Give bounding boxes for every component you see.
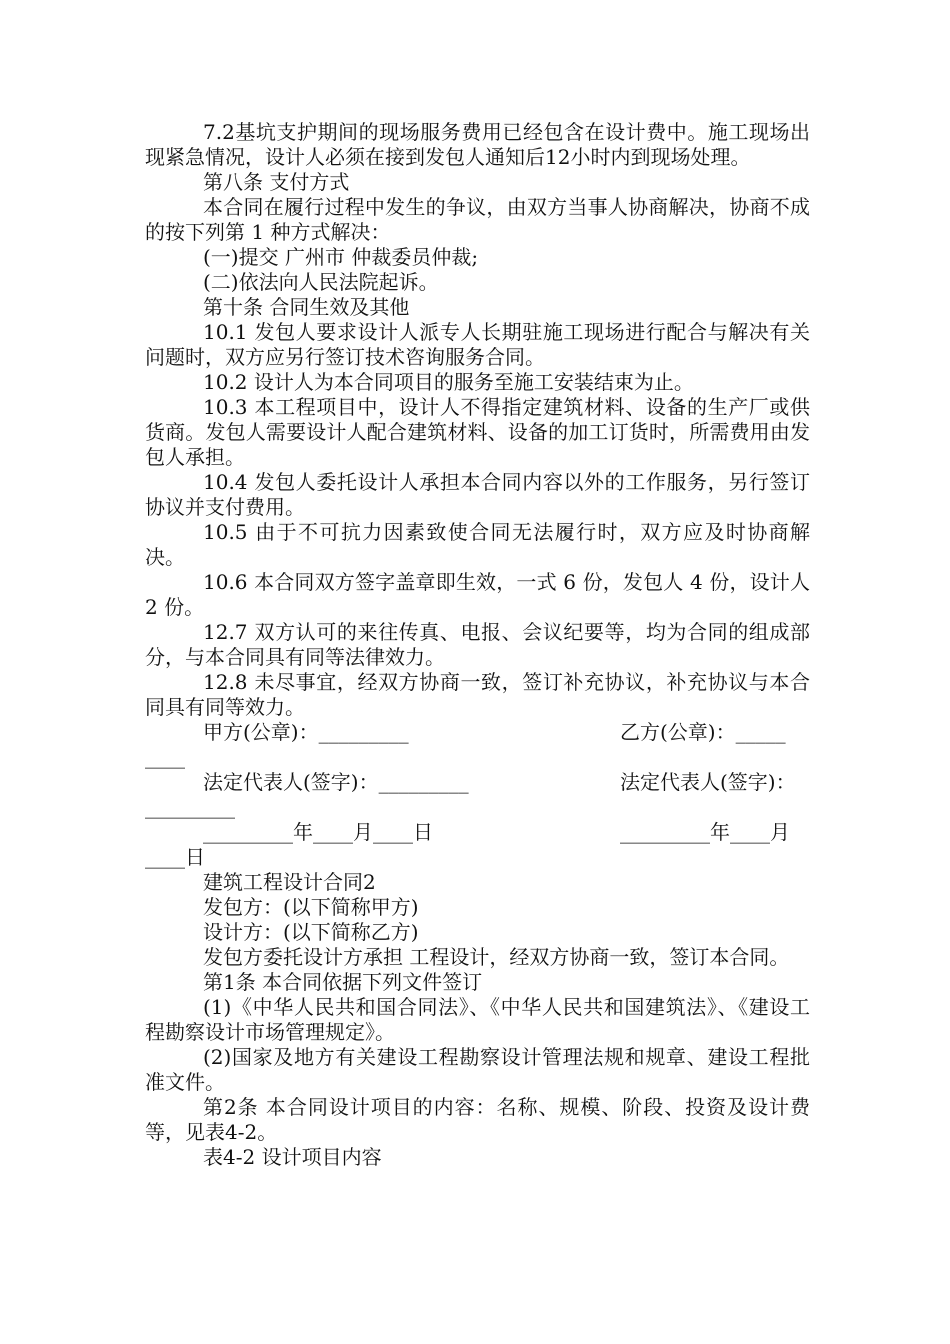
heading-article-10: 第十条 合同生效及其他 bbox=[203, 295, 410, 319]
signature-row-date bbox=[145, 820, 810, 870]
paragraph-dispute: 本合同在履行过程中发生的争议，由双方当事人协商解决，协商不成的按下列第 1 种方式解决： bbox=[145, 195, 810, 244]
signature-row-representative bbox=[145, 770, 810, 820]
paragraph-10-2: 10.2 设计人为本合同项目的服务至施工安装结束为止。 bbox=[203, 370, 694, 394]
party-b-representative-blank: _________ bbox=[145, 795, 235, 819]
paragraph-10-5: 10.5 由于不可抗力因素致使合同无法履行时，双方应及时协商解决。 bbox=[145, 520, 810, 569]
party-b-date: _________年____月 bbox=[620, 820, 790, 844]
paragraph-12-8: 12.8 未尽事宜，经双方协商一致，签订补充协议，补充协议与本合同具有同等效力。 bbox=[145, 670, 810, 719]
contract-text bbox=[145, 120, 817, 1170]
party-b-representative: 法定代表人(签字)： bbox=[620, 770, 796, 794]
contract-2-title: 建筑工程设计合同2 bbox=[203, 870, 376, 894]
heading-article-1: 第1条 本合同依据下列文件签订 bbox=[203, 970, 483, 994]
article-2-content: 第2条 本合同设计项目的内容：名称、规模、阶段、投资及设计费等，见表4-2。 bbox=[145, 1095, 810, 1144]
party-a-date: _________年____月____日 bbox=[203, 820, 433, 844]
paragraph-10-1: 10.1 发包人要求设计人派专人长期驻施工现场进行配合与解决有关问题时，双方应另行签订技术咨询服务合同。 bbox=[145, 320, 810, 369]
paragraph-option-2: (二)依法向人民法院起诉。 bbox=[203, 270, 439, 294]
party-a-representative: 法定代表人(签字)：_________ bbox=[203, 770, 469, 794]
party-a-seal: 甲方(公章)：_________ bbox=[203, 720, 409, 744]
designer-line: 设计方：(以下简称乙方) bbox=[203, 920, 419, 944]
party-b-date-day: ____日 bbox=[145, 845, 205, 869]
paragraph-10-6: 10.6 本合同双方签字盖章即生效，一式 6 份，发包人 4 份，设计人 2 份。 bbox=[145, 570, 817, 619]
paragraph-12-7: 12.7 双方认可的来往传真、电报、会议纪要等，均为合同的组成部分，与本合同具有同等法律效力。 bbox=[145, 620, 810, 669]
paragraph-7-2: 7.2基坑支护期间的现场服务费用已经包含在设计费中。施工现场出现紧急情况，设计人必须在接到发包人通知后12小时内到现场处理。 bbox=[145, 120, 810, 169]
heading-article-8: 第八条 支付方式 bbox=[203, 170, 350, 194]
paragraph-10-4: 10.4 发包人委托设计人承担本合同内容以外的工作服务，另行签订协议并支付费用。 bbox=[145, 470, 810, 519]
table-caption: 表4-2 设计项目内容 bbox=[203, 1145, 382, 1169]
signature-row-seal bbox=[145, 720, 810, 770]
party-b-seal: 乙方(公章)：_____ bbox=[620, 720, 786, 744]
party-b-seal-blank: ____ bbox=[145, 745, 185, 769]
commission-paragraph: 发包方委托设计方承担 工程设计，经双方协商一致，签订本合同。 bbox=[203, 945, 790, 969]
basis-regulations: (2)国家及地方有关建设工程勘察设计管理法规和规章、建设工程批准文件。 bbox=[145, 1045, 810, 1094]
basis-law-list: (1)《中华人民共和国合同法》、《中华人民共和国建筑法》、《建设工程勘察设计市场管理规定》。 bbox=[145, 995, 810, 1044]
employer-line: 发包方：(以下简称甲方) bbox=[203, 895, 419, 919]
paragraph-10-3: 10.3 本工程项目中，设计人不得指定建筑材料、设备的生产厂或供货商。发包人需要设计人配合建筑材料、设备的加工订货时，所需费用由发包人承担。 bbox=[145, 395, 810, 469]
paragraph-option-1: (一)提交 广州市 仲裁委员仲裁; bbox=[203, 245, 479, 269]
